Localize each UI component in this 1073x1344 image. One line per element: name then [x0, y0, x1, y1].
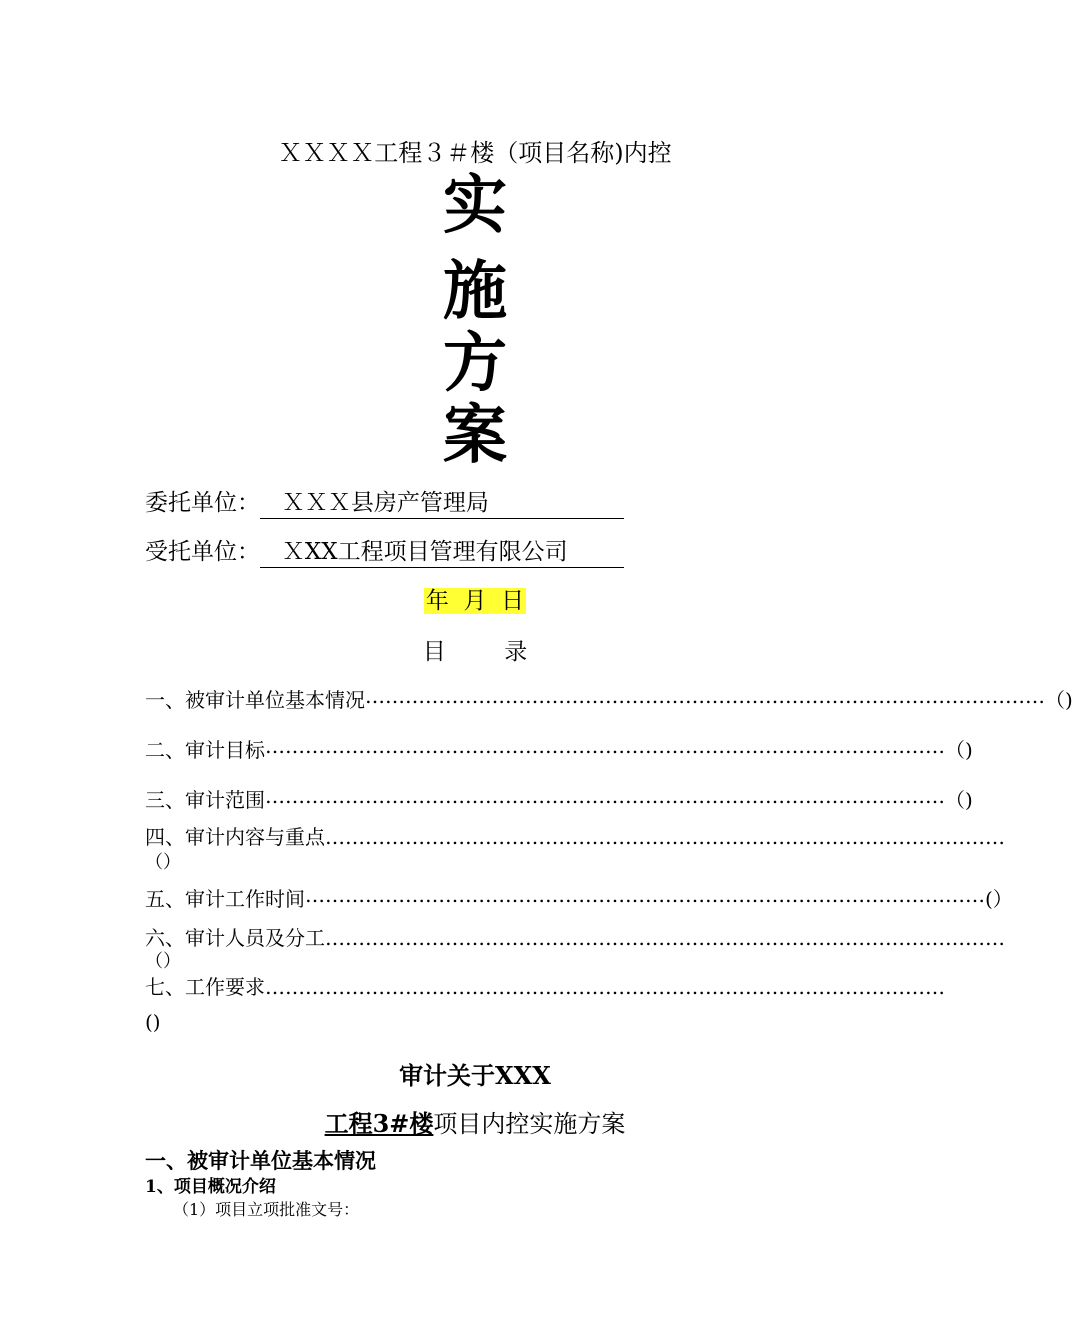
title-char-1: 实: [443, 168, 507, 243]
toc-item-label: 六、审计人员及分工: [145, 926, 325, 950]
toc-item-page: （): [945, 788, 973, 812]
toc-item-page: （): [945, 738, 973, 762]
client-line: [145, 484, 624, 519]
title-char-3: 方: [443, 326, 507, 401]
toc-leader-dots: …………………………………………………………………………………………: [325, 825, 1005, 849]
client-value: ＸＸＸ县房产管理局: [260, 484, 624, 519]
contractor-value: ＸXX工程项目管理有限公司: [260, 533, 624, 568]
toc-item-page: （）: [145, 951, 181, 972]
toc-item[interactable]: [145, 821, 1005, 850]
subsection-heading: 1、项目概况介绍: [145, 1177, 276, 1197]
contractor-label: 受托单位：: [145, 539, 260, 565]
contractor-line: [145, 533, 624, 568]
toc-item-page: (): [145, 1010, 161, 1034]
plan-title-line1: 审计关于XXX: [399, 1061, 551, 1090]
plan-title-line2: [0, 1104, 950, 1139]
toc-item-page: (）: [985, 887, 1013, 911]
toc-item[interactable]: [145, 784, 973, 813]
date-placeholder: 年 月 日: [425, 588, 525, 614]
toc-leader-dots: …………………………………………………………………………………………: [265, 734, 945, 758]
toc-leader-dots: …………………………………………………………………………………………: [265, 975, 945, 999]
toc-item[interactable]: [145, 684, 1073, 713]
toc-leader-dots: …………………………………………………………………………………………: [325, 926, 1005, 950]
section-heading: 一、被审计单位基本情况: [145, 1148, 376, 1173]
client-label: 委托单位：: [145, 490, 260, 516]
toc-leader-dots: …………………………………………………………………………………………: [305, 883, 985, 907]
plan-title-project: 工程3#楼: [324, 1109, 434, 1138]
toc-item[interactable]: [145, 734, 973, 763]
body-item: （1）项目立项批准文号：: [173, 1200, 360, 1219]
title-char-4: 案: [443, 398, 507, 473]
toc-item[interactable]: [145, 971, 945, 1000]
title-char-2: 施: [443, 254, 507, 329]
toc-item-label: 四、审计内容与重点: [145, 825, 325, 849]
toc-item-label: 七、工作要求: [145, 975, 265, 999]
toc-title: 目 录: [422, 639, 528, 665]
toc-item-label: 一、被审计单位基本情况: [145, 688, 365, 712]
toc-item[interactable]: [145, 922, 1005, 951]
toc-item[interactable]: [145, 883, 1013, 912]
toc-item-label: 五、审计工作时间: [145, 887, 305, 911]
toc-leader-dots: …………………………………………………………………………………………: [365, 684, 1045, 708]
date-line: [0, 582, 950, 615]
toc-leader-dots: …………………………………………………………………………………………: [265, 784, 945, 808]
toc-item-page: （): [1045, 688, 1073, 712]
toc-item-page: （）: [145, 852, 181, 873]
toc-item-label: 二、审计目标: [145, 738, 265, 762]
toc-item-label: 三、审计范围: [145, 788, 265, 812]
plan-title-rest: 项目内控实施方案: [433, 1110, 626, 1138]
document-subtitle: ＸＸＸＸ工程３＃楼（项目名称)内控: [278, 139, 672, 167]
